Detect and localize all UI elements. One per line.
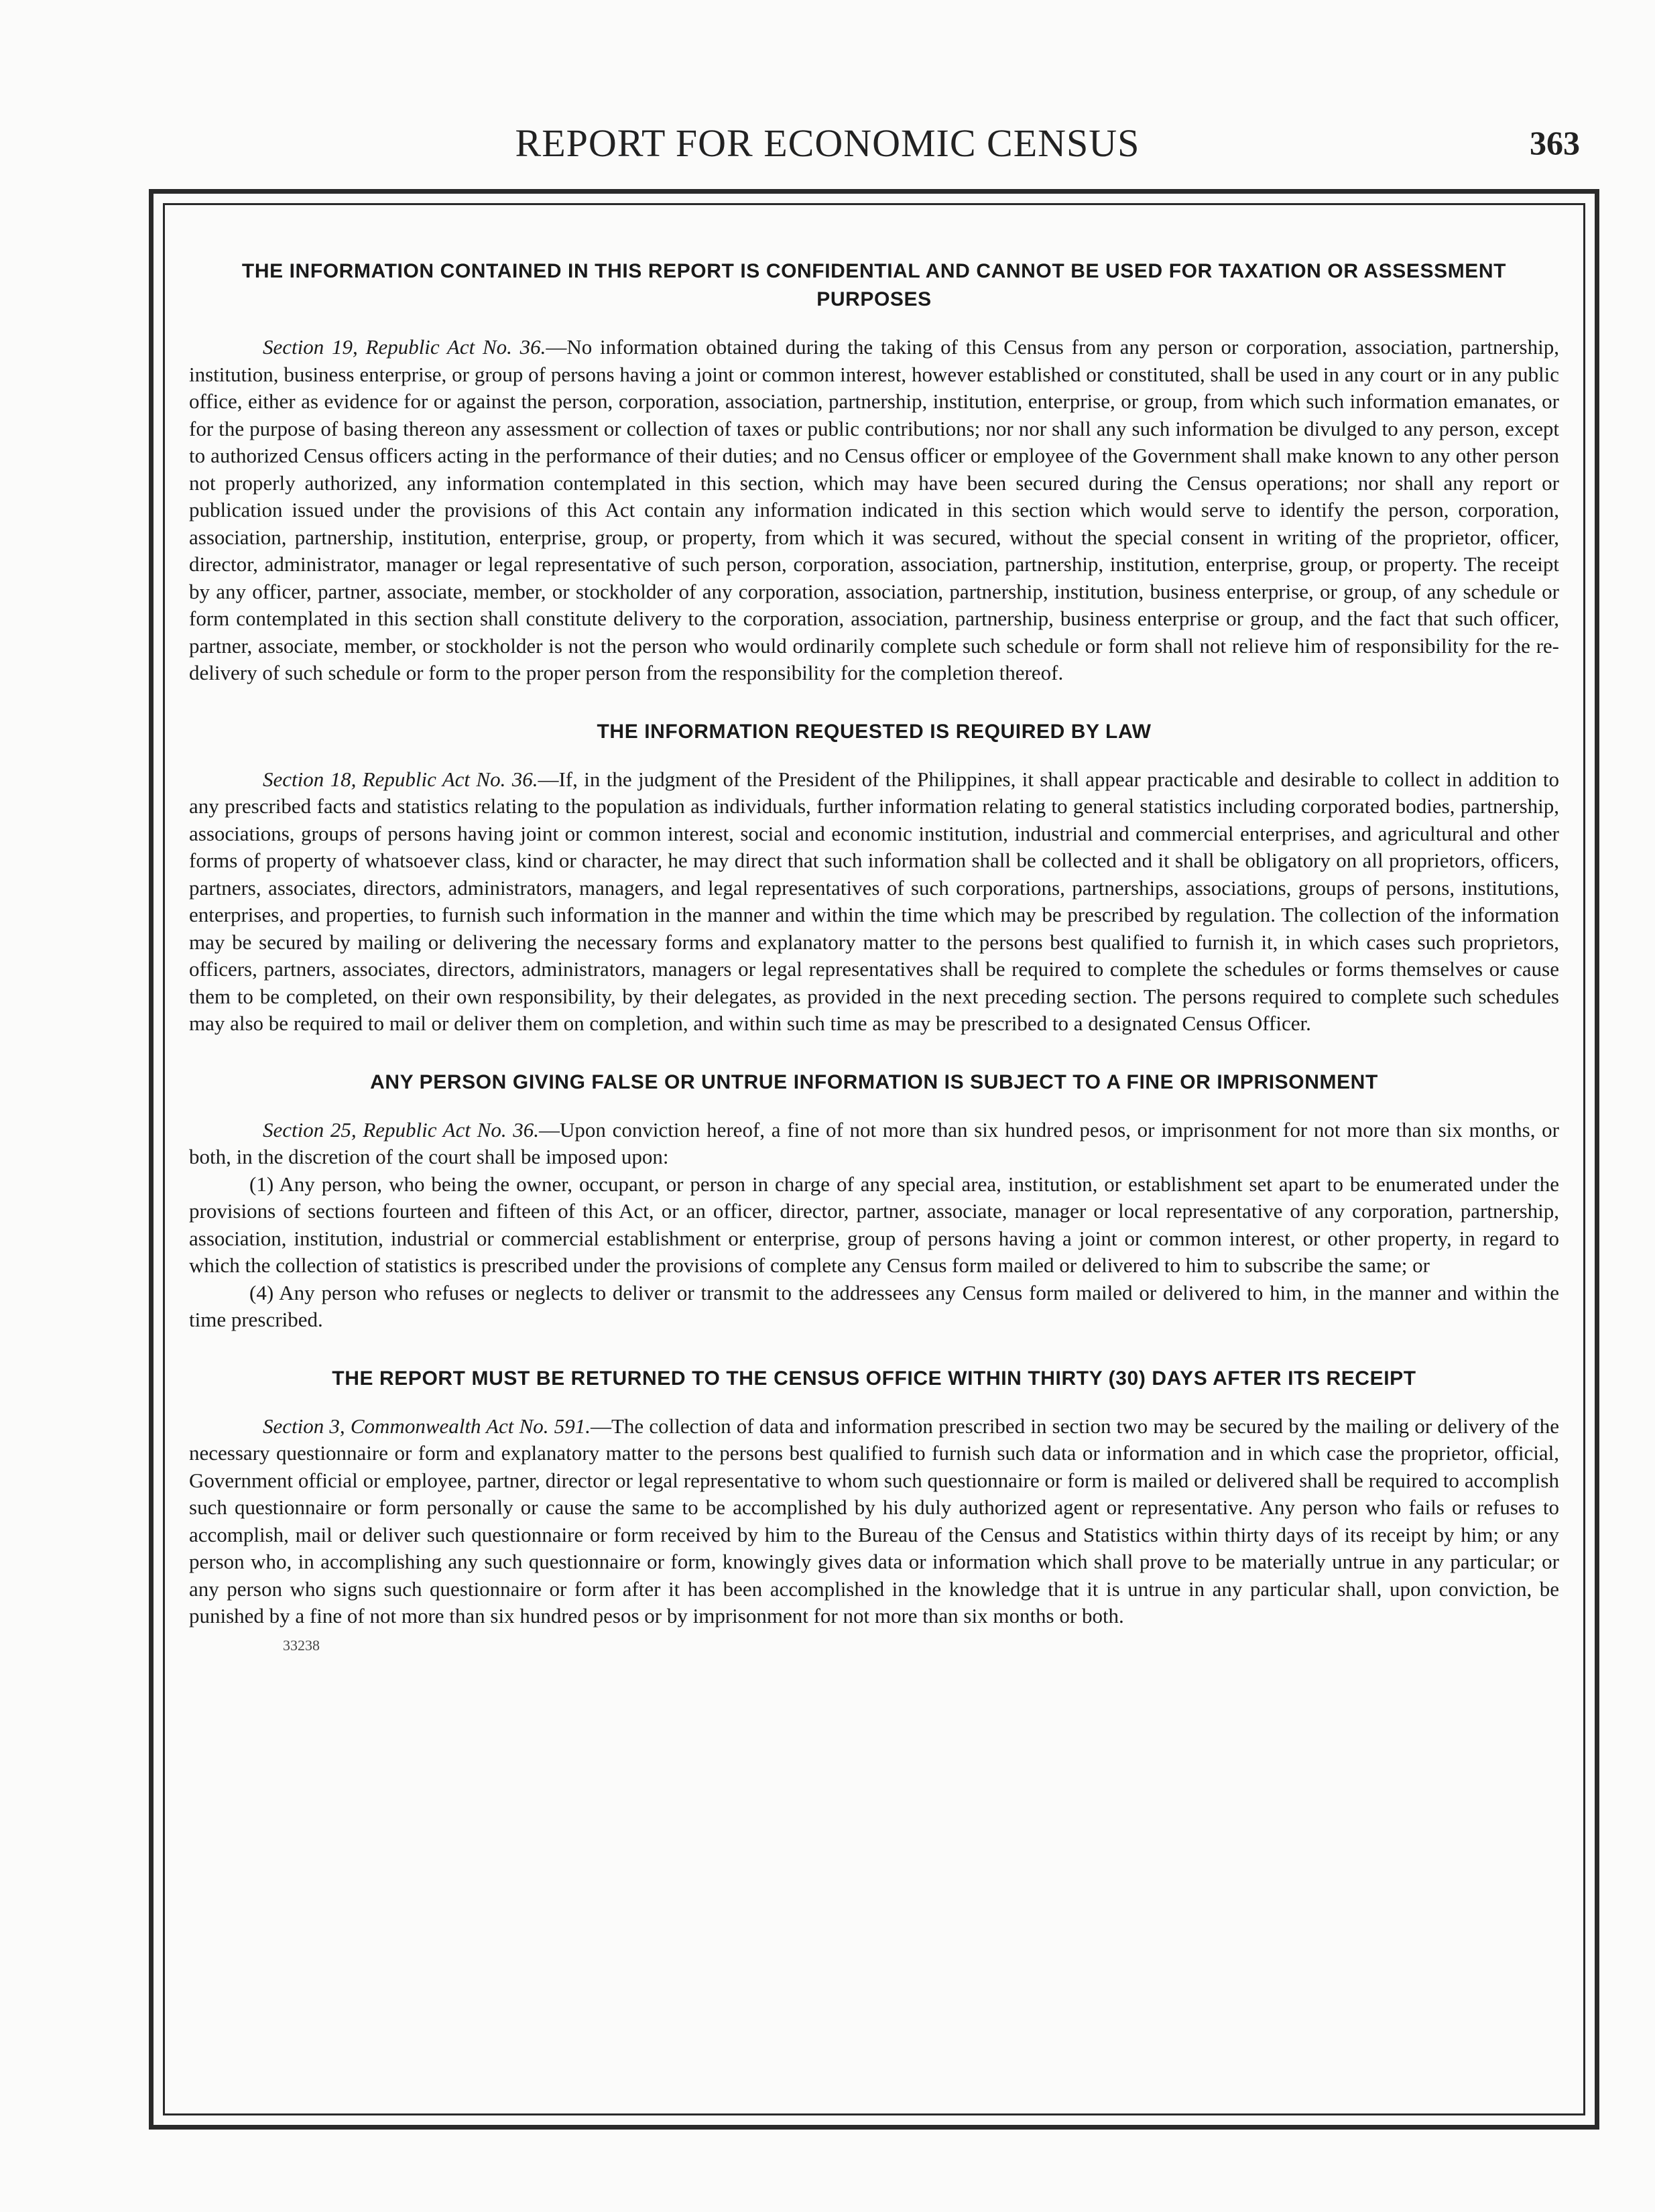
section-heading-return-deadline: THE REPORT MUST BE RETURNED TO THE CENSUS OFFICE WITHIN THIRTY (30) DAYS AFTER ITS RECEIPT [332, 1367, 1416, 1390]
section-body: —The collection of data and information prescribed in section two may be secured by the mailing or delivery of the necessary questionnaire or form and explanatory matter to the persons best qualified to furnish such data or information and in which case the proprietor, official, Government official or employee, partner, director or legal representative to whom such questionnaire or form is mailed or delivered shall be required to accomplish such questionnaire or form personally or cause the same to be accomplished by his duly authorized agent or representative. Any person who fails or refuses to accomplish, mail or deliver such questionnaire or form received by him to the Bureau of the Census and Statistics within thirty days of its receipt by him; or any person who, in accomplishing any such questionnaire or form, knowingly gives data or information which shall prove to be materially untrue in any particular; or any person who signs such questionnaire or form after it has been accomplished in the knowledge that it is untrue in any particular shall, upon conviction, be punished by a fine of not more than six hundred pesos or by imprisonment for not more than six months or both. [189, 1414, 1559, 1627]
print-code: 33238 [283, 1636, 320, 1654]
section-heading-false-information: ANY PERSON GIVING FALSE OR UNTRUE INFORMATION IS SUBJECT TO A FINE OR IMPRISONMENT [370, 1070, 1378, 1093]
section-citation: Section 3, Commonwealth Act No. 591. [263, 1414, 591, 1438]
page-title: REPORT FOR ECONOMIC CENSUS [515, 121, 1140, 165]
section-item: (4) Any person who refuses or neglects to deliver or transmit to the addressees any Census form mailed or delivered to him, in the manner and within the time prescribed. [189, 1280, 1559, 1331]
section-body: —No information obtained during the taking of this Census from any person or corporation, association, partnership, institution, business enterprise, or group of persons having a joint or common interest, however established or constituted, shall be used in any court or in any public office, either as evidence for or against the person, corporation, association, partnership, institution, enterprise, or group, from which such information emanates, or for the purpose of basing thereon any assessment or collection of taxes or public contributions; nor nor shall any such information be divulged to any person, except to authorized Census officers acting in the performance of their duties; and no Census officer or employee of the Government shall make known to any other person not properly authorized, any information contemplated in this section, which may have been secured during the Census operations; nor shall any report or publication issued under the provisions of this Act contain any information indicated in this section which would serve to identify the person, corporation, association, partnership, institution, enterprise, group, or property, from which it was secured, without the special consent in writing of the proprietor, officer, director, administrator, manager or legal representative of such person, corporation, association, partnership, institution, enterprise, group, or property. The receipt by any officer, partner, associate, member, or stockholder of any corporation, association, partnership, institution, business enterprise, or group, of any schedule or form contemplated in this section shall constitute delivery to the corporation, association, partnership, business enterprise or group, and the fact that such officer, partner, associate, member, or stockholder is not the person who would ordinarily complete such schedule or form shall not relieve him of responsibility for the re-delivery of such schedule or form to the proper person from the responsibility for the completion thereof. [189, 335, 1559, 684]
section-body: —Upon conviction hereof, a fine of not more than six hundred pesos, or imprisonment for not more than six months, or both, in the discretion of the court shall be imposed upon: [189, 1117, 1559, 1168]
section-item: (1) Any person, who being the owner, occupant, or person in charge of any special area, institution, or establishment set apart to be enumerated under the provisions of sections fourteen and fifteen of this Act, or an officer, director, partner, associate, manager or local representative of any corporation, partnership, association, institution, industrial or commercial establishment or enterprise, group of persons having a joint or common interest, or other property, in regard to which the collection of statistics is prescribed under the provisions of complete any Census form mailed or delivered to him to subscribe the same; or [189, 1172, 1559, 1277]
section-body: —If, in the judgment of the President of the Philippines, it shall appear practicable and desirable to collect in addition to any prescribed facts and statistics relating to the population as individuals, further information relating to general statistics including corporated bodies, partnership, associations, groups of persons having joint or common interest, social and economic institution, industrial and commercial enterprises, and agricultural and other forms of property of whatsoever class, kind or character, he may direct that such information shall be collected and it shall be obligatory on all proprietors, officers, partners, associates, directors, administrators, managers, and legal representatives of such corporations, partnerships, associations, groups of persons, institutions, enterprises, and properties, to furnish such information in the manner and within the time which may be prescribed by regulation. The collection of the information may be secured by mailing or delivering the necessary forms and explanatory matter to the persons best qualified to furnish it, in which cases such proprietors, officers, partners, associates, directors, administrators, managers or legal representatives shall be required to complete the schedules or forms themselves or cause them to be completed, on their own responsibility, by their delegates, as provided in the next preceding section. The persons required to complete such schedules may also be required to mail or deliver them on completion, and within such time as may be prescribed to a designated Census Officer. [189, 767, 1559, 1035]
page-header [0, 121, 1655, 181]
section-text-confidential [189, 334, 1559, 687]
section-citation: Section 19, Republic Act No. 36. [263, 335, 546, 359]
section-text-required-by-law [189, 766, 1559, 1038]
section-text-return-deadline [189, 1413, 1559, 1630]
document-body [189, 257, 1559, 2093]
section-citation: Section 18, Republic Act No. 36. [263, 767, 538, 791]
document-border [149, 189, 1599, 2130]
section-citation: Section 25, Republic Act No. 36. [263, 1117, 539, 1142]
section-text-false-information [189, 1117, 1559, 1171]
section-heading-confidential: THE INFORMATION CONTAINED IN THIS REPORT IS CONFIDENTIAL AND CANNOT BE USED FOR TAXATION OR ASSESSMENT PURPOSES [241, 260, 1507, 310]
section-heading-required-by-law: THE INFORMATION REQUESTED IS REQUIRED BY LAW [597, 720, 1152, 743]
document-inner-border [163, 203, 1585, 2115]
page-number: 363 [1530, 124, 1580, 162]
